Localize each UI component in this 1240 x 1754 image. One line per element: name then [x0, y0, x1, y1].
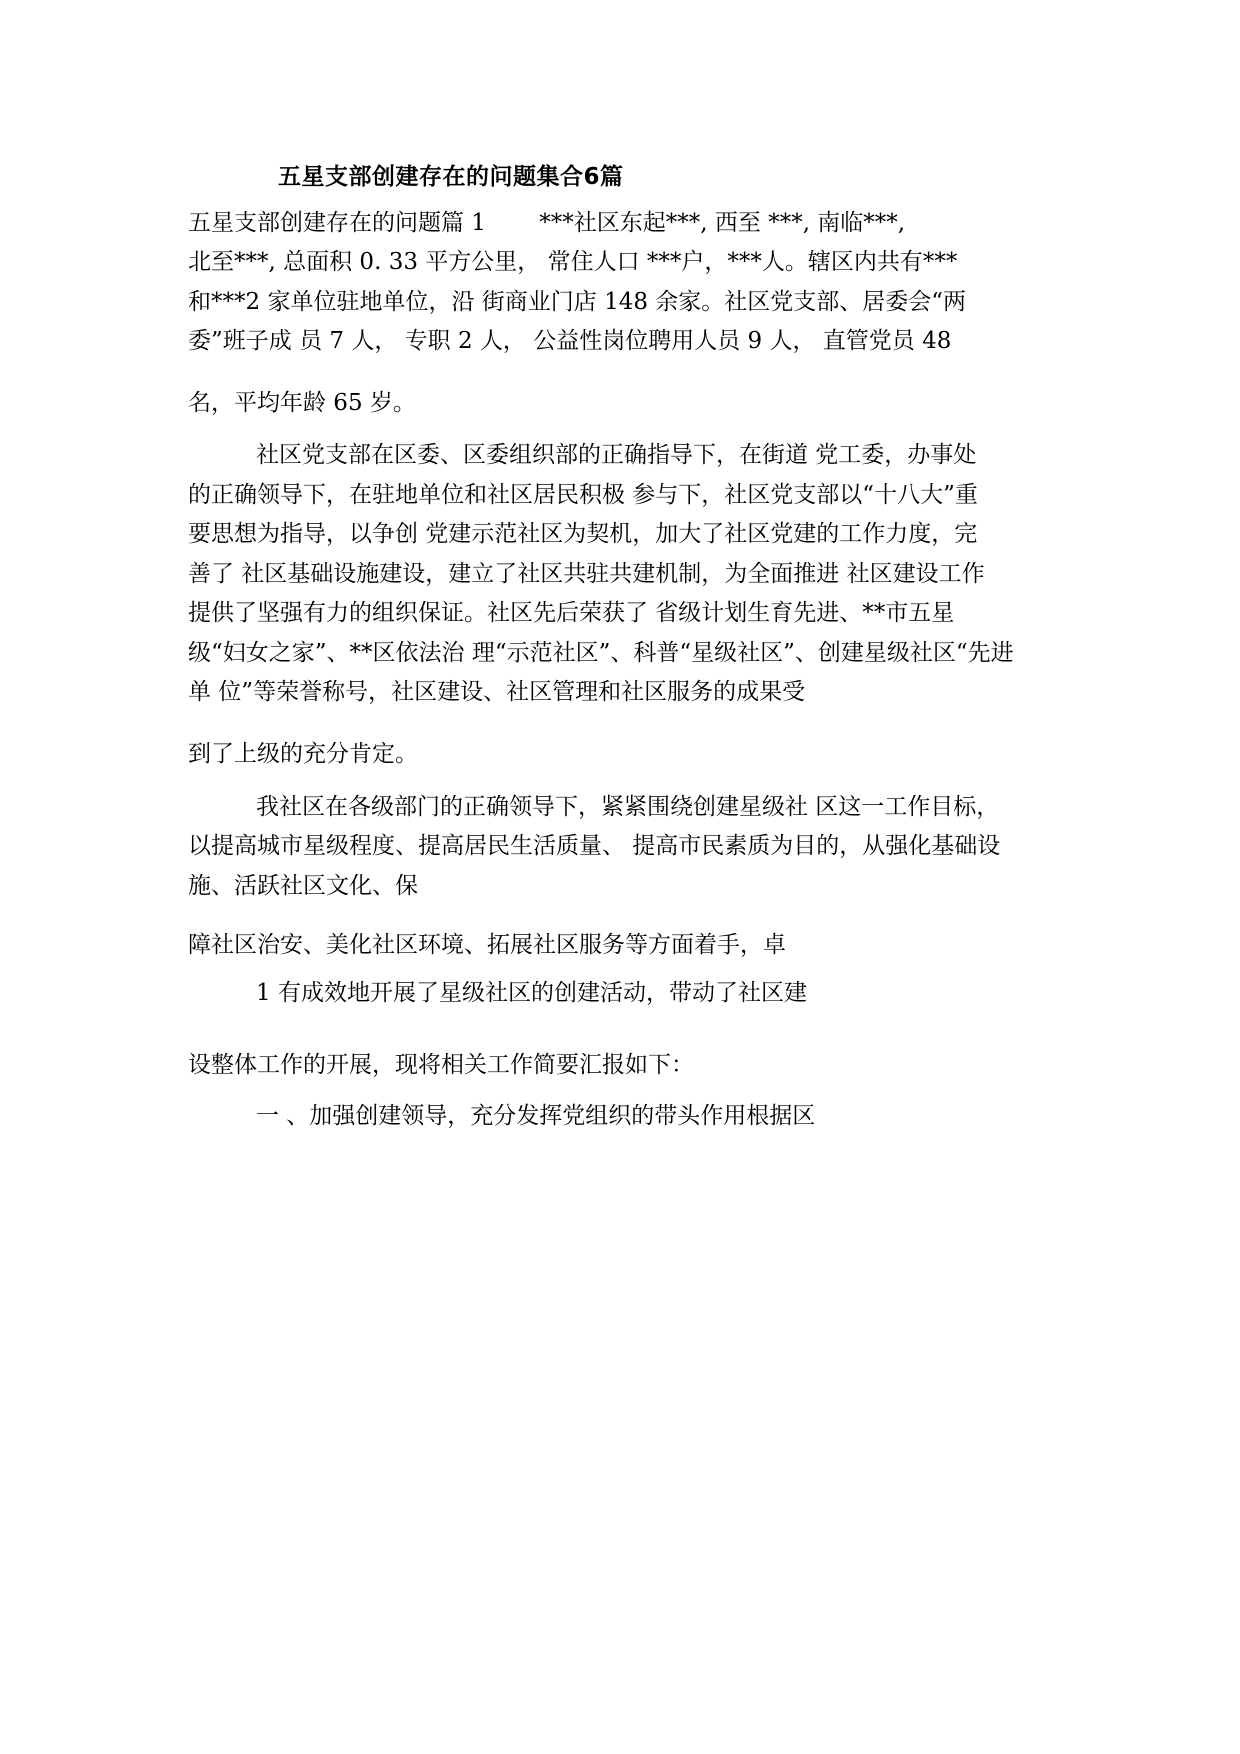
text-line: 到了上级的充分肯定。 — [188, 741, 418, 767]
text-line: 级“妇女之家”、**区依法治 理“示范社区”、科普“星级社区”、创建星级社区“先进 — [188, 640, 1014, 666]
text-line: 名，平均年龄 65 岁。 — [188, 390, 416, 416]
text-line: 社区党支部在区委、区委组织部的正确指导下，在街道 党工委，办事处 — [256, 442, 977, 468]
text-line: 五星支部创建存在的问题篇 1 ***社区东起***, 西至 ***, 南临***, — [188, 210, 906, 236]
text-line: 设整体工作的开展，现将相关工作简要汇报如下： — [188, 1052, 694, 1078]
text-line: 单 位”等荣誉称号，社区建设、社区管理和社区服务的成果受 — [188, 679, 806, 705]
text-line: 的正确领导下，在驻地单位和社区居民积极 参与下，社区党支部以“十八大”重 — [188, 482, 978, 508]
text-line: 障社区治安、美化社区环境、拓展社区服务等方面着手，卓 — [188, 932, 786, 958]
text-line: 北至***, 总面积 0. 33 平方公里， 常住人口 ***户，***人。辖区内共有*** — [188, 249, 958, 275]
text-line: 要思想为指导，以争创 党建示范社区为契机，加大了社区党建的工作力度，完 — [188, 521, 978, 547]
text-line: 善了 社区基础设施建设，建立了社区共驻共建机制，为全面推进 社区建设工作 — [188, 561, 985, 587]
text-line: 1 有成效地开展了星级社区的创建活动，带动了社区建 — [256, 980, 807, 1006]
document-title: 五星支部创建存在的问题集合6篇 — [278, 164, 624, 190]
text-line: 一 、加强创建领导，充分发挥党组织的带头作用根据区 — [256, 1103, 816, 1129]
text-line: 委”班子成 员 7 人， 专职 2 人， 公益性岗位聘用人员 9 人， 直管党员 48 — [188, 328, 952, 354]
text-line: 和***2 家单位驻地单位，沿 街商业门店 148 余家。社区党支部、居委会“两 — [188, 289, 967, 315]
text-line: 施、活跃社区文化、保 — [188, 873, 418, 899]
text-line: 以提高城市星级程度、提高居民生活质量、 提高市民素质为目的，从强化基础设 — [188, 833, 1001, 859]
text-line: 提供了坚强有力的组织保证。社区先后荣获了 省级计划生育先进、**市五星 — [188, 600, 955, 626]
text-line: 我社区在各级部门的正确领导下，紧紧围绕创建星级社 区这一工作目标， — [256, 794, 1000, 820]
